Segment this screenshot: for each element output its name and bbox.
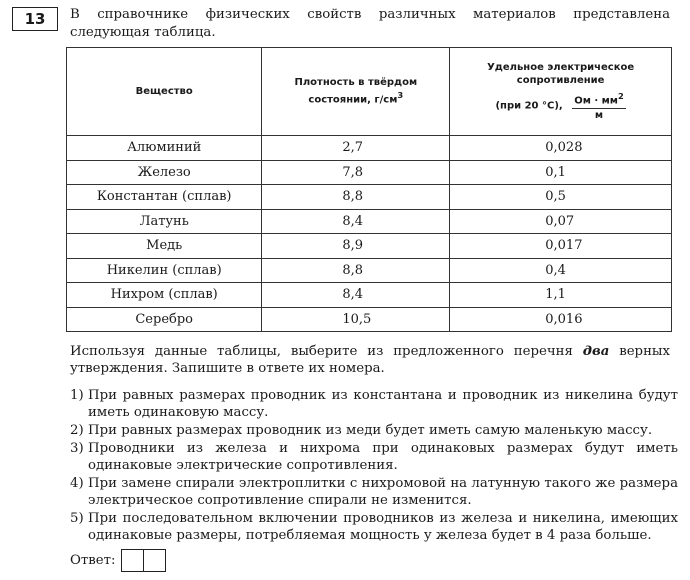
header-resistivity-line2: сопротивление [516,75,605,87]
unit-denominator: м [594,109,604,121]
task-text-after: верных утверждения. Запишите в ответе их номера. [70,344,671,376]
header-density-line2: состоянии, $г/см^3$ [308,90,404,106]
table-row [67,209,672,234]
task-instruction [70,343,670,377]
answer-label: Ответ: [70,553,116,568]
unit-numerator: Ом · $мм^2$ [574,91,624,107]
materials-table [66,47,672,332]
cell-substance: Железо [67,160,262,185]
header-density-sup: 3 [397,90,404,101]
cell-density: 8,9 [262,234,450,259]
option-number: 4) [70,476,84,491]
cell-resistivity: 0,017 [450,234,672,259]
table-row [67,185,672,210]
option-text: Проводники из железа и нихрома при одинаковых размерах будут иметь одинаковые электрические сопротивления. [88,441,678,473]
answer-section [70,549,166,572]
option-number: 5) [70,511,84,526]
question-intro: В справочнике физических свойств различных материалов представлена следующая таблица. [70,7,670,40]
cell-density: 2,7 [262,136,450,161]
cell-substance: Серебро [67,307,262,332]
option-text: При равных размерах проводник из константана и проводник из никелина будут иметь одинаковую массу. [88,388,678,420]
task-text-before: Используя данные таблицы, выберите из предложенного перечня [70,344,573,359]
cell-density: 8,4 [262,209,450,234]
answer-box-1[interactable] [121,549,144,572]
cell-density: 8,4 [262,283,450,308]
cell-substance: Алюминий [67,136,262,161]
question-number-box [12,7,58,31]
table-row [67,136,672,161]
resistivity-unit-fraction [572,90,626,121]
option-text: При последовательном включении проводников из железа и никелина, имеющих одинаковые размеры, потребляемая мощность у железа будет в 4 раза больше. [88,511,678,543]
header-resistivity [450,48,672,136]
option-item [70,387,678,421]
answer-options-list [70,387,678,545]
cell-substance: Медь [67,234,262,259]
option-text: При замене спирали электроплитки с нихромовой на латунную такого же размера электрическое сопротивление спирали не изменится. [88,476,678,508]
cell-density: 8,8 [262,185,450,210]
task-emphasis: два [582,344,610,359]
option-number: 3) [70,441,84,456]
answer-boxes [121,549,166,572]
option-item [70,475,678,509]
table-row [67,283,672,308]
cell-density: 8,8 [262,258,450,283]
cell-resistivity: 0,016 [450,307,672,332]
table-row [67,258,672,283]
cell-resistivity: 1,1 [450,283,672,308]
cell-substance: Нихром (сплав) [67,283,262,308]
table-row [67,307,672,332]
answer-box-2[interactable] [144,549,166,572]
option-text: При равных размерах проводник из меди будет иметь самую маленькую массу. [88,423,653,438]
table-header-row [67,48,672,136]
header-density-line1: Плотность в твёрдом [294,77,418,89]
header-substance: Вещество [67,48,262,136]
header-resistivity-line1: Удельное электрическое [487,62,635,74]
cell-resistivity: 0,028 [450,136,672,161]
cell-resistivity: 0,5 [450,185,672,210]
table-row [67,160,672,185]
table-row [67,234,672,259]
cell-resistivity: 0,07 [450,209,672,234]
option-item [70,510,678,544]
cell-density: 10,5 [262,307,450,332]
cell-resistivity: 0,4 [450,258,672,283]
option-item [70,422,678,439]
header-resistivity-line3: (при 20 °С), $\frac{Ом \cdot мм^2}{м}$ [495,91,624,121]
cell-substance: Никелин (сплав) [67,258,262,283]
option-item [70,440,678,474]
cell-resistivity: 0,1 [450,160,672,185]
cell-substance: Константан (сплав) [67,185,262,210]
question-number: 13 [24,10,46,28]
cell-substance: Латунь [67,209,262,234]
option-number: 2) [70,423,84,438]
option-number: 1) [70,388,84,403]
cell-density: 7,8 [262,160,450,185]
header-density [262,48,450,136]
